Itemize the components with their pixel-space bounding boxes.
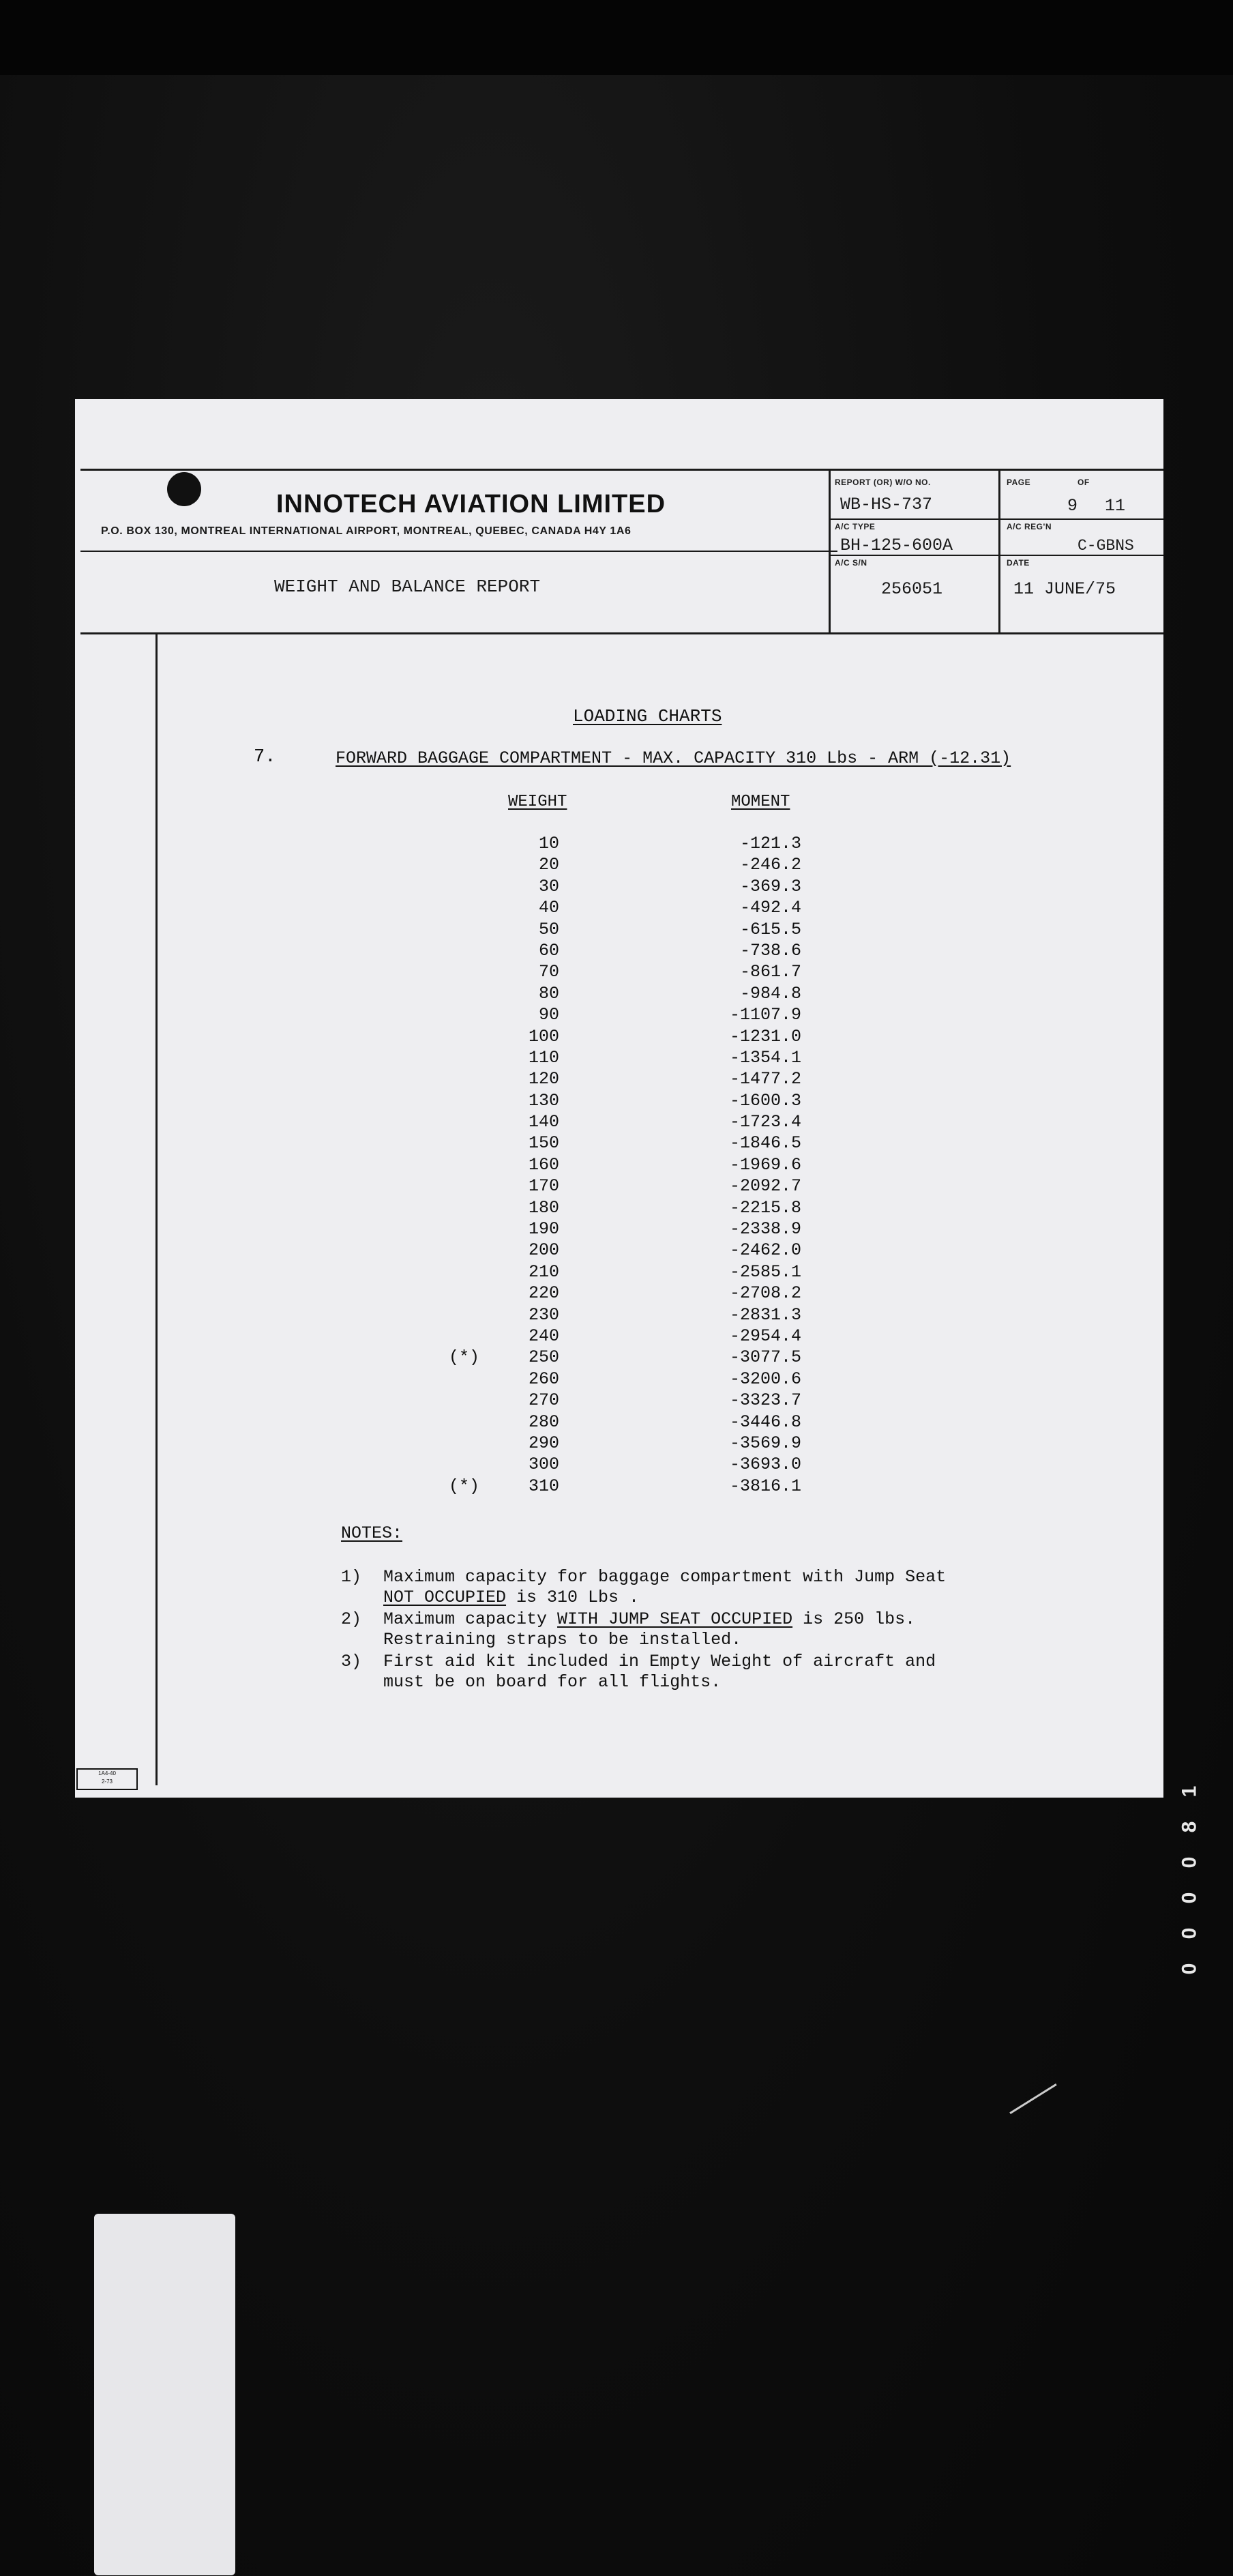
table-row [75,1155,1163,1176]
note-text: Restraining straps to be installed. [383,1630,742,1650]
stamp-line: 1A4-40 [98,1770,116,1776]
weight-cell: 10 [538,834,559,853]
moment-cell: -121.3 [739,834,801,853]
moment-cell: -3569.9 [729,1433,801,1453]
table-row [75,834,1163,855]
note-item [341,1567,1064,1608]
moment-cell: -246.2 [739,855,801,875]
note-text: Maximum capacity [383,1609,558,1629]
table-row [75,877,1163,898]
note-item [341,1652,1064,1693]
moment-cell: -1107.9 [729,1005,801,1025]
ac-reg-label: A/C REG'N [1007,522,1052,531]
note-text: First aid kit included in Empty Weight of aircraft and [383,1652,936,1671]
moment-cell: -3200.6 [729,1368,801,1389]
moment-cell: -3693.0 [729,1454,801,1475]
moment-cell: -2585.1 [729,1261,801,1282]
weight-column-header: WEIGHT [508,793,567,811]
table-row [75,1176,1163,1197]
ac-type-label: A/C TYPE [835,522,876,531]
weight-cell: 310 [528,1476,559,1496]
report-sheet [75,399,1163,1798]
note-text: Maximum capacity for baggage compartment with Jump Seat [383,1567,947,1587]
table-row [75,941,1163,962]
company-address: P.O. BOX 130, MONTREAL INTERNATIONAL AIRPORT, MONTREAL, QUEBEC, CANADA H4Y 1A6 [101,525,632,537]
moment-cell: -1723.4 [729,1112,801,1132]
note-number: 1) [341,1567,362,1587]
moment-cell: -2092.7 [729,1176,801,1197]
moment-cell: -2954.4 [729,1326,801,1346]
report-no-value: WB-HS-737 [840,495,933,514]
note-text: is 310 Lbs . [506,1587,640,1607]
moment-cell: -369.3 [739,876,801,896]
note-text: is 250 lbs. [792,1609,916,1629]
table-row [75,1048,1163,1069]
item-number: 7. [254,747,276,767]
page-value: 9 [1067,496,1078,516]
weight-cell: 30 [538,876,559,896]
note-number: 3) [341,1652,362,1671]
report-title: WEIGHT AND BALANCE REPORT [274,576,541,597]
loading-charts-title: LOADING CHARTS [573,706,722,727]
header-mid-rule [80,551,837,552]
table-row [75,920,1163,941]
note-item [341,1609,1064,1650]
table-row [75,1219,1163,1240]
table-row [75,1369,1163,1390]
weight-cell: 240 [528,1326,559,1346]
weight-cell: 40 [538,898,559,918]
weight-cell: 20 [538,855,559,875]
moment-cell: -615.5 [739,919,801,939]
table-row [75,1069,1163,1090]
moment-cell: -2708.2 [729,1283,801,1304]
weight-cell: 290 [528,1433,559,1453]
header-cell-rule-1 [829,518,1163,520]
table-row [75,962,1163,983]
weight-cell: 280 [528,1411,559,1432]
frame-digit: 8 [1178,1821,1200,1833]
table-row [75,1412,1163,1433]
weight-cell: 130 [528,1090,559,1111]
table-row [75,1133,1163,1154]
moment-cell: -492.4 [739,898,801,918]
table-row [75,1305,1163,1326]
ac-reg-value: C-GBNS [1078,537,1134,555]
frame-digit: 0 [1178,1927,1200,1940]
weight-cell: 60 [538,940,559,961]
of-label: OF [1078,478,1090,487]
table-row [75,1347,1163,1368]
moment-cell: -861.7 [739,962,801,982]
note-number: 2) [341,1609,362,1629]
film-leader-blank [94,2214,235,2575]
moment-cell: -2338.9 [729,1219,801,1240]
of-value: 11 [1105,496,1126,516]
microfilm-frame-number [1169,1774,1210,2012]
weight-cell: 120 [528,1069,559,1089]
film-border-top [0,0,1233,75]
moment-cell: -1969.6 [729,1154,801,1175]
table-row [75,1091,1163,1112]
note-text: must be on board for all flights. [383,1672,722,1692]
weight-cell: 110 [528,1047,559,1068]
ac-sn-label: A/C S/N [835,558,867,568]
weight-cell: 140 [528,1112,559,1132]
moment-cell: -3446.8 [729,1411,801,1432]
row-mark: (*) [449,1476,480,1496]
header-divider-1 [829,469,831,634]
table-row [75,855,1163,876]
weight-cell: 80 [538,983,559,1004]
table-row [75,1283,1163,1304]
loading-table [75,834,1163,1497]
weight-cell: 90 [538,1005,559,1025]
stamp-line: 2-73 [101,1779,113,1785]
moment-cell: -2831.3 [729,1304,801,1325]
moment-cell: -1846.5 [729,1133,801,1154]
weight-cell: 180 [528,1197,559,1218]
frame-digit: 0 [1178,1963,1200,1975]
table-row [75,1454,1163,1476]
note-emphasis: NOT OCCUPIED [383,1587,507,1607]
moment-cell: -2215.8 [729,1197,801,1218]
table-row [75,1326,1163,1347]
table-row [75,1476,1163,1497]
page-label: PAGE [1007,478,1031,487]
header-bottom-rule [80,632,1163,634]
table-row [75,1262,1163,1283]
table-row [75,1198,1163,1219]
weight-cell: 220 [528,1283,559,1304]
date-value: 11 JUNE/75 [1013,579,1116,599]
table-row [75,1027,1163,1048]
table-row [75,1240,1163,1261]
report-no-label: REPORT (OR) W/O NO. [835,478,931,487]
header-divider-2 [998,469,1000,634]
form-number-stamp [76,1768,138,1790]
weight-cell: 100 [528,1026,559,1046]
table-row [75,984,1163,1005]
moment-cell: -984.8 [739,983,801,1004]
table-row [75,1112,1163,1133]
frame-digit: 0 [1178,1892,1200,1904]
table-row [75,898,1163,919]
weight-cell: 170 [528,1176,559,1197]
punch-hole [167,472,201,506]
ac-type-value: BH-125-600A [840,536,953,555]
weight-cell: 50 [538,919,559,939]
notes-list [341,1567,1064,1694]
weight-cell: 300 [528,1454,559,1475]
moment-cell: -738.6 [739,940,801,961]
weight-cell: 270 [528,1390,559,1411]
table-row [75,1005,1163,1026]
moment-cell: -3323.7 [729,1390,801,1411]
weight-cell: 210 [528,1261,559,1282]
moment-cell: -1477.2 [729,1069,801,1089]
date-label: DATE [1007,558,1030,568]
moment-cell: -3816.1 [729,1476,801,1496]
frame-digit: 0 [1178,1856,1200,1869]
weight-cell: 230 [528,1304,559,1325]
frame-digit: 1 [1178,1785,1200,1798]
notes-title: NOTES: [341,1523,403,1543]
item-heading: FORWARD BAGGAGE COMPARTMENT - MAX. CAPACITY 310 Lbs - ARM (-12.31) [336,748,1011,768]
moment-cell: -1231.0 [729,1026,801,1046]
header-top-rule [80,469,1163,471]
weight-cell: 190 [528,1219,559,1240]
moment-cell: -1354.1 [729,1047,801,1068]
weight-cell: 160 [528,1154,559,1175]
moment-cell: -1600.3 [729,1090,801,1111]
weight-cell: 70 [538,962,559,982]
moment-cell: -3077.5 [729,1347,801,1368]
note-emphasis: WITH JUMP SEAT OCCUPIED [557,1609,793,1629]
company-name: INNOTECH AVIATION LIMITED [276,490,666,518]
weight-cell: 250 [528,1347,559,1368]
moment-cell: -2462.0 [729,1240,801,1261]
weight-cell: 260 [528,1368,559,1389]
weight-cell: 200 [528,1240,559,1261]
ac-sn-value: 256051 [881,579,943,599]
table-row [75,1390,1163,1411]
moment-column-header: MOMENT [731,793,790,811]
table-row [75,1433,1163,1454]
weight-cell: 150 [528,1133,559,1154]
row-mark: (*) [449,1347,480,1368]
